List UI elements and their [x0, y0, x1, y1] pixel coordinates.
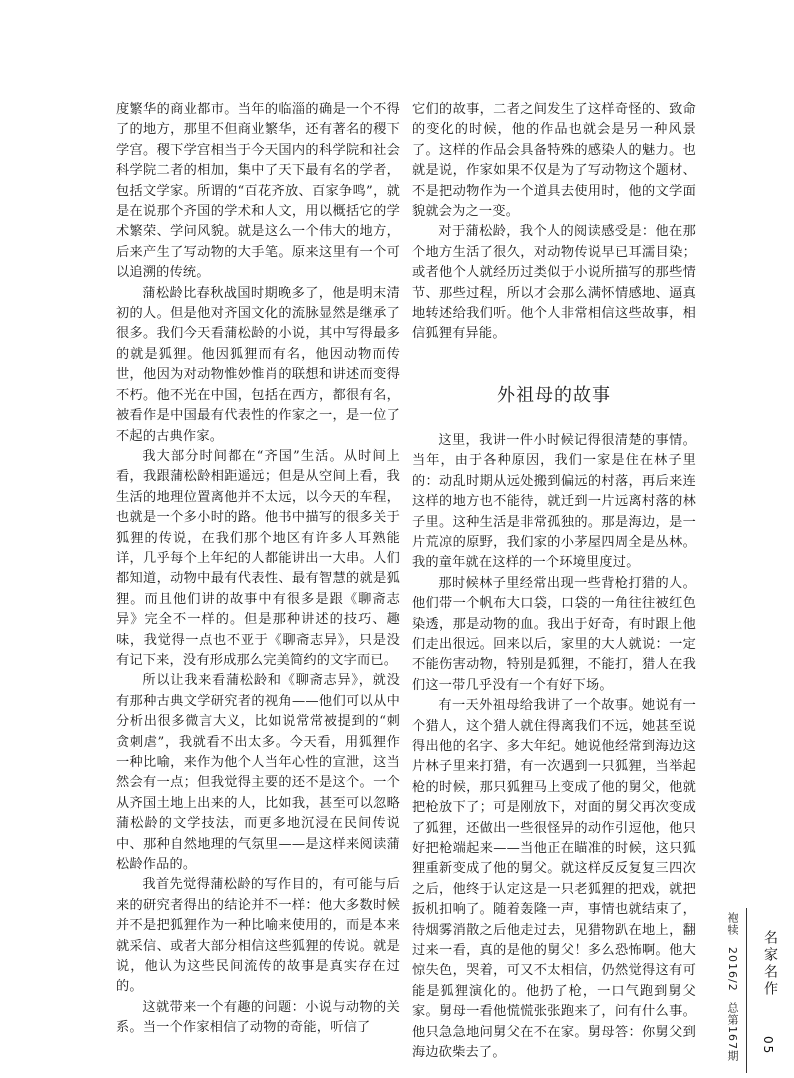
paragraph: 这就带来一个有趣的问题：小说与动物的关系。当一个作家相信了动物的奇能，听信了 — [116, 999, 400, 1036]
paragraph: 这里，我讲一件小时候记得很清楚的事情。当年，由于各种原因，我们一家是住在林子里的：动乱时期从远处搬到偏远的村落，再后来连这样的地方也不能待，就迁到一片远离村落的林子里。这种生活是非常孤独的。那是海边，是一片荒凉的原野，我们家的小茅屋四周全是丛林。我的童年就在这样的一个环境里度过。 — [412, 432, 696, 571]
issue-info — [724, 912, 740, 1062]
page-number: 05 — [761, 1036, 775, 1056]
paragraph: 所以让我来看蒲松龄和《聊斋志异》，就没有那种古典文学研究者的视角——他们可以从中分析出很多微言大义，比如说常常被提到的“刺贪刺虐”，我就看不出太多。今天看，用狐狸作一种比喻，来作为他个人当年心性的宣泄，这当然会有一点；但我觉得主要的还不是这个。一个从齐国土地上出来的人，比如我，甚至可以忽略蒲松龄的文学技法，而更多地沉浸在民间传说中、那种自然地理的气氛里——是这样来阅读蒲松龄作品的。 — [116, 673, 400, 873]
paragraph: 蒲松龄比春秋战国时期晚多了，他是明末清初的人。但是他对齐国文化的流脉显然是继承了很多。我们今天看蒲松龄的小说，其中写得最多的就是狐狸。他因狐狸而有名，他因动物而传世，他因为对动物惟妙惟肖的联想和讲述而变得不朽。他不光在中国，包括在西方，都很有名，被看作是中国最有代表性的作家之一，是一位了不起的古典作家。 — [116, 285, 400, 444]
paragraph: 有一天外祖母给我讲了一个故事。她说有一个猎人，这个猎人就住得离我们不远，她甚至说得出他的名字、多大年纪。她说他经常到海边这片林子里来打猎，有一次遇到一只狐狸，当举起枪的时候，那只狐狸马上变成了他的舅父，他就把枪放下了；可是刚放下，对面的舅父再次变成了狐狸，还做出一些很怪异的动作引逗他，他只好把枪端起来——当他正在瞄准的时候，这只狐狸重新变成了他的舅父。就这样反反复复三四次之后，他终于认定这是一只老狐狸的把戏，就把扳机扣响了。随着轰隆一声，事情也就结束了，待烟雾消散之后他走过去，见猎物趴在地上，翻过来一看，真的是他的舅父！多么恐怖啊。他大惊失色，哭着，可又不太相信，仍然觉得这有可能是狐狸演化的。他扔了枪，一口气跑到舅父家。舅母一看他慌慌张张跑来了，问有什么事。他只急急地问舅父在不在家。舅母答：你舅父到海边砍柴去了。 — [412, 698, 696, 1061]
paragraph: 我首先觉得蒲松龄的写作目的，有可能与后来的研究者得出的结论并不一样：他大多数时候并不是把狐狸作为一种比喻来使用的，而是本来就采信、或者大部分相信这些狐狸的传说。就是说，他认为这些民间流传的故事是真实存在过的。 — [116, 877, 400, 995]
magazine-name: 袍犊 — [726, 912, 739, 936]
left-column — [116, 100, 400, 1039]
section-title: 外祖母的故事 — [497, 384, 611, 406]
issue-number: 2016/2 — [726, 946, 739, 992]
sidebar-divider — [746, 908, 747, 1073]
paragraph: 我大部分时间都在“齐国”生活。从时间上看，我跟蒲松龄相距遥远；但是从空间上看，我生活的地理位置离他并不太远，以今天的车程，也就是一个多小时的路。他书中描写的很多关于狐狸的传说，在我们那个地区有许多人耳熟能详，几乎每个上年纪的人都能讲出一大串。人们都知道，动物中最有代表性、最有智慧的就是狐狸。而且他们讲的故事中有很多是跟《聊斋志异》完全不一样的。但是那种讲述的技巧、趣味，我觉得一点也不亚于《聊斋志异》，只是没有记下来，没有形成那么完美简约的文字而已。 — [116, 448, 400, 668]
paragraph: 那时候林子里经常出现一些背枪打猎的人。他们带一个帆布大口袋，口袋的一角往往被红色染透，那是动物的血。我出于好奇，有时跟上他们走出很远。回来以后，家里的大人就说：一定不能伤害动物，特别是狐狸，不能打，猎人在我们这一带几乎没有一个有好下场。 — [412, 575, 696, 693]
column-name: 名家名作 — [762, 930, 778, 998]
paragraph: 它们的故事，二者之间发生了这样奇怪的、致命的变化的时候，他的作品也就会是另一种风景了。这样的作品会具备特殊的感染人的魅力。也就是说，作家如果不仅是为了写动物这个题材、不是把动物作为一个道具去使用时，他的文学面貌就会为之一变。 — [412, 102, 696, 220]
paragraph: 对于蒲松龄，我个人的阅读感受是：他在那个地方生活了很久，对动物传说早已耳濡目染；或者他个人就经历过类似于小说所描写的那些情节、那些过程，所以才会那么满怀情感地、逼真地转述给我们听。他个人非常相信这些故事，相信狐狸有异能。 — [412, 224, 696, 342]
total-issue: 总第167期 — [726, 1001, 739, 1062]
paragraph: 度繁华的商业都市。当年的临淄的确是一个不得了的地方，那里不但商业繁华，还有著名的稷下学宫。稷下学宫相当于今天国内的科学院和社会科学院二者的相加，集中了天下最有名的学者，包括文学家。所谓的“百花齐放、百家争鸣”，就是在说那个齐国的学术和人文，用以概括它的学术繁荣、学问风貌。就是这么一个伟大的地方，后来产生了写动物的大手笔。原来这里有一个可以追溯的传统。 — [116, 102, 400, 281]
right-column — [412, 100, 696, 1063]
